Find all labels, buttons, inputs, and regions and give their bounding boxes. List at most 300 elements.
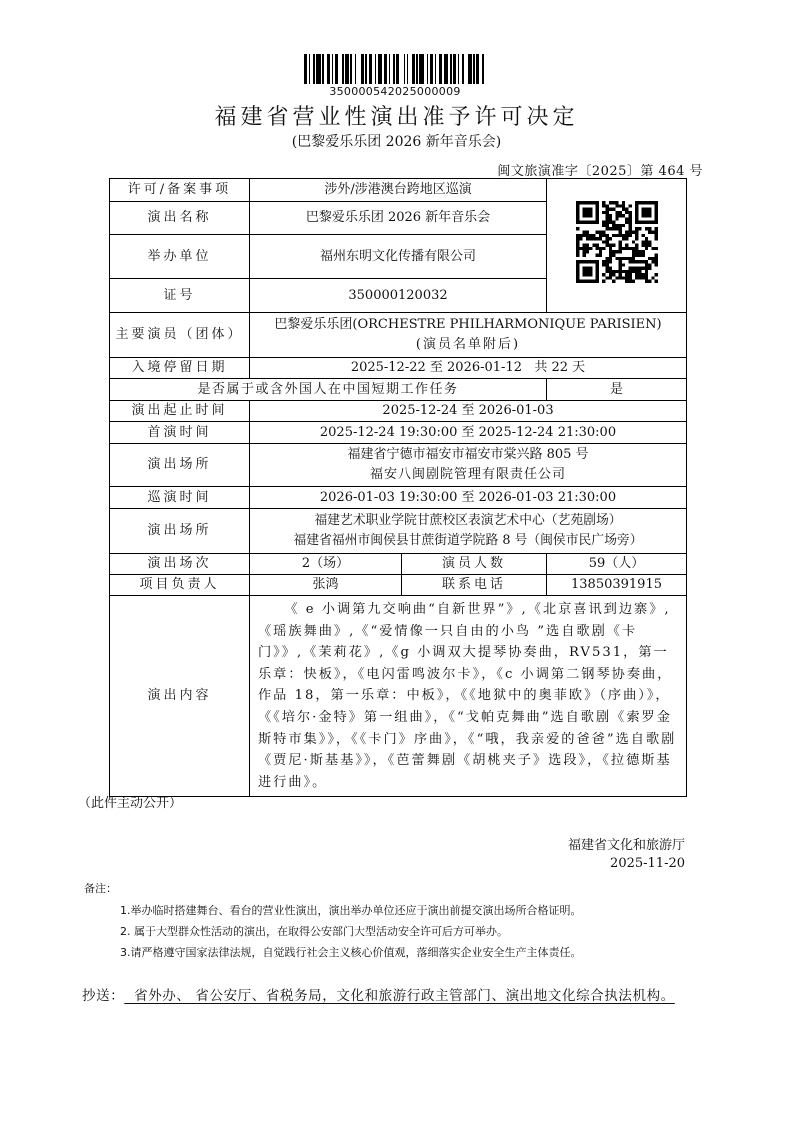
qr-module <box>602 240 605 243</box>
table-row <box>110 444 687 487</box>
qr-module <box>579 247 582 250</box>
qr-module <box>621 237 624 240</box>
qr-module <box>631 250 634 253</box>
performers-line2: (演员名单附后) <box>415 337 521 352</box>
qr-module <box>635 237 638 240</box>
premiere-time-label: 首演时间 <box>110 422 250 444</box>
qr-module <box>625 231 628 234</box>
qr-module <box>651 257 654 260</box>
qr-module <box>576 253 579 256</box>
qr-module <box>605 217 608 220</box>
qr-module <box>654 231 657 234</box>
premiere-time-value: 2025-12-24 19:30:00 至 2025-12-24 21:30:00 <box>250 422 687 444</box>
qr-module <box>631 253 634 256</box>
qr-module <box>618 263 621 266</box>
qr-module <box>641 250 644 253</box>
venue2-line1: 福建艺术职业学院甘蔗校区表演艺术中心（艺苑剧场） <box>314 513 622 528</box>
qr-module <box>648 227 651 230</box>
qr-module <box>602 263 605 266</box>
qr-module <box>612 227 615 230</box>
qr-module <box>598 234 601 237</box>
qr-module <box>595 237 598 240</box>
qr-module <box>618 224 621 227</box>
qr-module <box>651 247 654 250</box>
qr-module <box>644 263 647 266</box>
qr-module <box>602 224 605 227</box>
qr-module <box>585 244 588 247</box>
qr-module <box>641 240 644 243</box>
qr-module <box>635 276 638 279</box>
qr-module <box>635 253 638 256</box>
qr-module <box>615 211 618 214</box>
qr-module <box>625 270 628 273</box>
qr-module <box>576 240 579 243</box>
content-value: 《 e 小调第九交响曲“自新世界”》,《北京喜讯到边寨》,《瑶族舞曲》,《“爱情像一只自由的小鸟 ”选自歌剧《卡门》》,《茉莉花》,《g 小调双大提琴协奏曲，RV531，第一乐章：快板》，《电闪雷鸣波尔卡》，《c 小调第二钢琴协奏曲，作品 18，第一乐章：中板》，《《地狱中的奥菲欧》（序曲）》，《《培尔·金特》第一组曲》，《“戈帕克舞曲”选自歌剧《索罗金斯特市集》》，《《卡门》序曲》，《“哦，我亲爱的爸爸”选自歌剧《贾尼·斯基基》》，《芭蕾舞剧《胡桃夹子》选段》，《拉德斯基进行曲》。 <box>250 596 687 797</box>
manager-label: 项目负责人 <box>110 575 250 596</box>
qr-module <box>612 280 615 283</box>
qr-module <box>638 267 641 270</box>
performer-count-value: 59（人） <box>547 554 687 575</box>
qr-module <box>628 231 631 234</box>
document-number: 闽文旅演准字〔2025〕第 464 号 <box>497 164 703 179</box>
qr-module <box>605 204 608 207</box>
qr-module <box>608 250 611 253</box>
qr-module <box>625 221 628 224</box>
qr-module <box>618 267 621 270</box>
qr-module <box>608 257 611 260</box>
qr-module <box>631 231 634 234</box>
qr-module <box>602 204 605 207</box>
qr-module <box>605 267 608 270</box>
qr-module <box>621 247 624 250</box>
qr-module <box>612 201 615 204</box>
qr-module <box>582 234 585 237</box>
venue2-value <box>250 509 687 554</box>
barcode-space <box>484 54 486 84</box>
table-row <box>110 422 687 444</box>
table-row <box>110 575 687 596</box>
stay-period-value: 2025-12-22 至 2026-01-12 共 22 天 <box>250 358 687 379</box>
table-row <box>110 596 687 797</box>
qr-module <box>602 201 605 204</box>
qr-module <box>605 208 608 211</box>
qr-module <box>651 231 654 234</box>
qr-module <box>625 273 628 276</box>
foreign-work-value: 是 <box>547 379 687 401</box>
qr-module <box>618 276 621 279</box>
qr-module <box>595 244 598 247</box>
qr-module <box>644 244 647 247</box>
qr-module <box>638 270 641 273</box>
qr-module <box>608 253 611 256</box>
qr-module <box>608 208 611 211</box>
qr-module <box>654 257 657 260</box>
qr-module <box>612 244 615 247</box>
qr-module <box>638 276 641 279</box>
qr-module <box>605 227 608 230</box>
qr-module <box>585 231 588 234</box>
qr-module <box>618 234 621 237</box>
qr-module <box>644 237 647 240</box>
tour-time-value: 2026-01-03 19:30:00 至 2026-01-03 21:30:00 <box>250 487 687 509</box>
performers-line1: 巴黎爱乐乐团(ORCHESTRE PHILHARMONIQUE PARISIEN) <box>274 317 662 332</box>
qr-module <box>625 244 628 247</box>
qr-module <box>641 273 644 276</box>
qr-module <box>615 270 618 273</box>
qr-module <box>605 214 608 217</box>
show-period-value: 2025-12-24 至 2026-01-03 <box>250 401 687 422</box>
sessions-label: 演出场次 <box>110 554 250 575</box>
qr-module <box>644 276 647 279</box>
qr-module <box>618 247 621 250</box>
qr-module <box>605 257 608 260</box>
document-subtitle: (巴黎爱乐乐团 2026 新年音乐会) <box>291 134 502 150</box>
qr-module <box>638 250 641 253</box>
table-row <box>110 487 687 509</box>
qr-module <box>648 267 651 270</box>
qr-module <box>605 263 608 266</box>
qr-module <box>654 237 657 240</box>
qr-module <box>598 250 601 253</box>
qr-module <box>595 231 598 234</box>
qr-module <box>644 260 647 263</box>
qr-module <box>608 217 611 220</box>
qr-module <box>628 260 631 263</box>
qr-module <box>615 201 618 204</box>
qr-code-icon <box>576 201 658 283</box>
qr-module <box>615 250 618 253</box>
qr-module <box>644 247 647 250</box>
qr-module <box>631 240 634 243</box>
qr-module <box>621 204 624 207</box>
qr-module <box>579 234 582 237</box>
stay-period-label: 入境停留日期 <box>110 358 250 379</box>
qr-module <box>621 276 624 279</box>
document-title: 福建省营业性演出准予许可决定 <box>214 105 579 130</box>
qr-module <box>631 280 634 283</box>
qr-module <box>651 276 654 279</box>
qr-module <box>605 234 608 237</box>
tour-time-label: 巡演时间 <box>110 487 250 509</box>
qr-module <box>618 227 621 230</box>
qr-module <box>628 234 631 237</box>
sessions-value: 2（场） <box>250 554 402 575</box>
venue1-line2: 福安八闽剧院管理有限责任公司 <box>370 467 567 482</box>
table-row <box>110 554 687 575</box>
cc-distribution <box>82 985 712 1007</box>
qr-module <box>644 280 647 283</box>
qr-module <box>582 208 592 218</box>
qr-module <box>625 234 628 237</box>
qr-module <box>612 234 615 237</box>
qr-module <box>595 247 598 250</box>
permit-table <box>109 178 687 797</box>
qr-module <box>628 214 631 217</box>
qr-module <box>595 253 598 256</box>
qr-module <box>641 208 651 218</box>
phone-value: 13850391915 <box>547 575 687 596</box>
qr-module <box>602 247 605 250</box>
qr-module <box>618 273 621 276</box>
qr-module <box>648 244 651 247</box>
qr-module <box>625 276 628 279</box>
qr-module <box>651 260 654 263</box>
issuer: 福建省文化和旅游厅 <box>567 838 685 853</box>
permit-item-label: 许可/备案事项 <box>110 179 250 202</box>
qr-module <box>615 257 618 260</box>
organizer-label: 举办单位 <box>110 235 250 279</box>
qr-module <box>618 214 621 217</box>
qr-module <box>618 240 621 243</box>
qr-module <box>654 227 657 230</box>
qr-module <box>628 247 631 250</box>
qr-module <box>618 270 621 273</box>
qr-module <box>628 204 631 207</box>
qr-module <box>589 234 592 237</box>
content-label: 演出内容 <box>110 596 250 797</box>
venue1-line1: 福建省宁德市福安市福安市棠兴路 805 号 <box>347 447 589 462</box>
qr-module <box>648 263 651 266</box>
qr-module <box>625 247 628 250</box>
qr-module <box>628 257 631 260</box>
qr-module <box>615 276 618 279</box>
qr-module <box>628 221 631 224</box>
qr-module <box>605 237 608 240</box>
qr-module <box>621 208 624 211</box>
qr-module <box>631 257 634 260</box>
qr-module <box>582 253 585 256</box>
qr-module <box>582 247 585 250</box>
qr-module <box>602 234 605 237</box>
qr-module <box>618 244 621 247</box>
qr-module <box>615 214 618 217</box>
barcode-number: 350000542025000009 <box>329 85 461 98</box>
qr-module <box>635 231 638 234</box>
foreign-work-label: 是否属于或含外国人在中国短期工作任务 <box>110 379 547 401</box>
qr-module <box>635 227 638 230</box>
qr-module <box>576 234 579 237</box>
qr-module <box>628 280 631 283</box>
qr-module <box>592 244 595 247</box>
qr-module <box>648 231 651 234</box>
qr-module <box>648 257 651 260</box>
cc-value: 省外办、 省公安厅、省税务局，文化和旅游行政主管部门、演出地文化综合执法机构。 <box>124 988 675 1004</box>
qr-module <box>608 276 611 279</box>
issue-date: 2025-11-20 <box>610 856 685 871</box>
qr-module <box>635 267 638 270</box>
qr-module <box>615 224 618 227</box>
qr-module <box>638 227 641 230</box>
venue1-label: 演出场所 <box>110 444 250 487</box>
qr-module <box>618 204 621 207</box>
qr-module <box>576 247 579 250</box>
venue2-label: 演出场所 <box>110 509 250 554</box>
qr-module <box>576 250 579 253</box>
qr-module <box>628 273 631 276</box>
qr-module <box>576 227 579 230</box>
qr-module <box>618 231 621 234</box>
qr-module <box>628 217 631 220</box>
qr-module <box>625 280 628 283</box>
table-row <box>110 509 687 554</box>
qr-module <box>612 270 615 273</box>
qr-module <box>631 270 634 273</box>
qr-module <box>612 224 615 227</box>
qr-module <box>621 201 624 204</box>
qr-module <box>612 273 615 276</box>
qr-module <box>644 273 647 276</box>
qr-module <box>618 211 621 214</box>
qr-module <box>648 280 651 283</box>
table-row <box>110 179 687 202</box>
permit-item-value: 涉外/涉港澳台跨地区巡演 <box>250 179 547 202</box>
qr-module <box>608 273 611 276</box>
qr-module <box>592 234 595 237</box>
qr-module <box>605 211 608 214</box>
qr-cell <box>547 179 687 313</box>
qr-module <box>625 217 628 220</box>
note-item: 2. 属于大型群众性活动的演出，在取得公安部门大型活动安全许可后方可举办。 <box>120 925 508 938</box>
qr-module <box>654 234 657 237</box>
qr-module <box>635 250 638 253</box>
qr-module <box>615 217 618 220</box>
qr-module <box>585 237 588 240</box>
qr-module <box>621 234 624 237</box>
qr-module <box>635 270 638 273</box>
qr-module <box>635 244 638 247</box>
qr-module <box>631 260 634 263</box>
qr-module <box>641 276 644 279</box>
qr-module <box>638 253 641 256</box>
qr-module <box>605 270 608 273</box>
venue1-value <box>250 444 687 487</box>
organizer-value: 福州东明文化传播有限公司 <box>250 235 547 279</box>
qr-module <box>638 260 641 263</box>
qr-module <box>608 221 611 224</box>
qr-module <box>605 260 608 263</box>
qr-module <box>608 247 611 250</box>
notes-label: 备注： <box>84 882 117 895</box>
qr-module <box>638 273 641 276</box>
qr-module <box>605 244 608 247</box>
qr-module <box>625 211 628 214</box>
performers-label: 主要演员（团体） <box>110 313 250 358</box>
public-disclosure-note: （此件主动公开） <box>78 796 183 811</box>
qr-module <box>605 221 608 224</box>
table-row <box>110 379 687 401</box>
qr-module <box>625 237 628 240</box>
qr-module <box>589 247 592 250</box>
qr-module <box>602 273 605 276</box>
qr-module <box>644 270 647 273</box>
qr-module <box>631 267 634 270</box>
qr-module <box>628 224 631 227</box>
qr-module <box>612 250 615 253</box>
qr-module <box>641 244 644 247</box>
qr-module <box>641 253 644 256</box>
show-name-label: 演出名称 <box>110 202 250 235</box>
qr-module <box>654 253 657 256</box>
qr-module <box>641 267 644 270</box>
qr-module <box>628 227 631 230</box>
qr-module <box>605 276 608 279</box>
qr-module <box>654 260 657 263</box>
qr-module <box>608 227 611 230</box>
cert-no-label: 证号 <box>110 279 250 313</box>
qr-module <box>602 211 605 214</box>
qr-module <box>625 208 628 211</box>
qr-module <box>598 237 601 240</box>
qr-module <box>654 280 657 283</box>
qr-module <box>612 221 615 224</box>
qr-module <box>635 273 638 276</box>
qr-module <box>628 276 631 279</box>
qr-module <box>618 257 621 260</box>
qr-module <box>644 227 647 230</box>
qr-module <box>628 267 631 270</box>
table-row <box>110 313 687 358</box>
cc-label: 抄送： <box>82 988 125 1004</box>
qr-module <box>621 224 624 227</box>
cert-no-value: 350000120032 <box>250 279 547 313</box>
qr-module <box>654 263 657 266</box>
qr-module <box>579 237 582 240</box>
table-row <box>110 358 687 379</box>
qr-module <box>585 234 588 237</box>
qr-module <box>576 244 579 247</box>
phone-label: 联系电话 <box>402 575 547 596</box>
qr-module <box>589 237 592 240</box>
qr-module <box>641 260 644 263</box>
qr-module <box>608 201 611 204</box>
qr-module <box>618 250 621 253</box>
qr-module <box>605 240 608 243</box>
qr-module <box>605 224 608 227</box>
qr-module <box>621 270 624 273</box>
qr-module <box>621 257 624 260</box>
venue2-line2: 福建省福州市闽侯县甘蔗街道学院路 8 号（闽侯市民广场旁） <box>293 533 643 548</box>
qr-module <box>608 260 611 263</box>
qr-module <box>635 247 638 250</box>
qr-module <box>612 253 615 256</box>
qr-module <box>608 244 611 247</box>
qr-module <box>608 270 611 273</box>
qr-module <box>654 273 657 276</box>
qr-module <box>615 227 618 230</box>
note-item: 3.请严格遵守国家法律法规，自觉践行社会主义核心价值观，落细落实企业安全生产主体责任。 <box>120 946 582 959</box>
qr-module <box>608 237 611 240</box>
qr-module <box>628 270 631 273</box>
qr-module <box>602 231 605 234</box>
qr-module <box>598 231 601 234</box>
table-row <box>110 401 687 422</box>
qr-module <box>598 247 601 250</box>
qr-module <box>631 247 634 250</box>
performer-count-label: 演员人数 <box>402 554 547 575</box>
qr-module <box>621 263 624 266</box>
qr-module <box>598 253 601 256</box>
qr-module <box>641 234 644 237</box>
qr-module <box>592 237 595 240</box>
qr-module <box>628 211 631 214</box>
qr-module <box>585 250 588 253</box>
qr-module <box>582 267 592 277</box>
qr-module <box>602 260 605 263</box>
manager-value: 张鸿 <box>250 575 402 596</box>
qr-module <box>582 231 585 234</box>
qr-module <box>618 260 621 263</box>
note-item: 1.举办临时搭建舞台、看台的营业性演出，演出举办单位还应于演出前提交演出场所合格证明。 <box>120 904 582 917</box>
